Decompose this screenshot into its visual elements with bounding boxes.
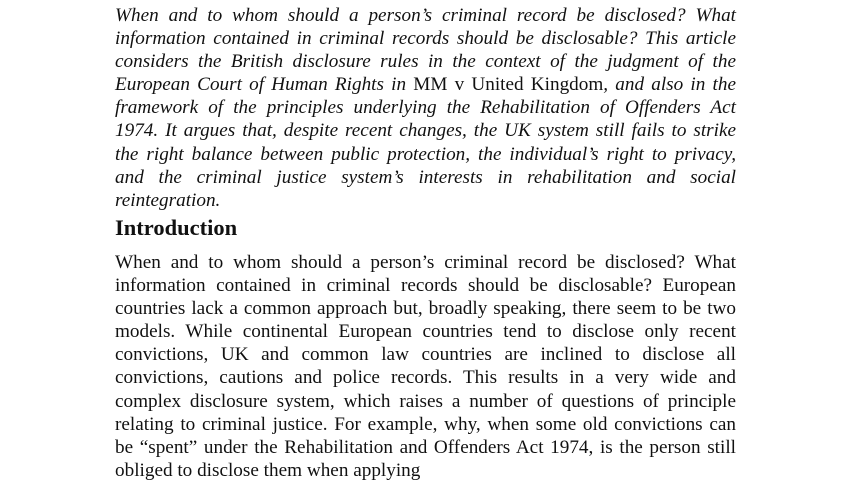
- section-heading: Introduction: [115, 215, 238, 240]
- introduction-paragraph: When and to whom should a person’s criminal record be disclosed? What information contained in criminal records should be disclosable? European countries lack a common approach but, broadly speaking, there seem to be two models. While continental European countries tend to disclose only recent convictions, UK and common law countries are inclined to disclose all convictions, cautions and police records. This results in a very wide and complex disclosure system, which raises a number of questions of principle relating to criminal justice. For example, why, when some old convictions can be “spent” under the Rehabilitation and Offenders Act 1974, is the person still obliged to disclose them when applying: [115, 252, 736, 481]
- abstract-paragraph: [115, 4, 736, 212]
- case-name: MM v United Kingdom: [413, 74, 604, 96]
- abstract-text-part-1: When and to whom should a person’s criminal record be disclosed? What information contained in criminal records should be disclosable? This article considers the British disclosure rules in the context of the judgment of the European Court of Human Rights in: [115, 5, 736, 96]
- abstract-text-part-2: , and also in the framework of the principles underlying the Rehabilitation of Offenders Act 1974. It argues that, despite recent changes, the UK system still fails to strike the right balance between public protection, the individual’s right to privacy, and the criminal justice system’s interests in rehabilitation and social reintegration.: [115, 74, 736, 211]
